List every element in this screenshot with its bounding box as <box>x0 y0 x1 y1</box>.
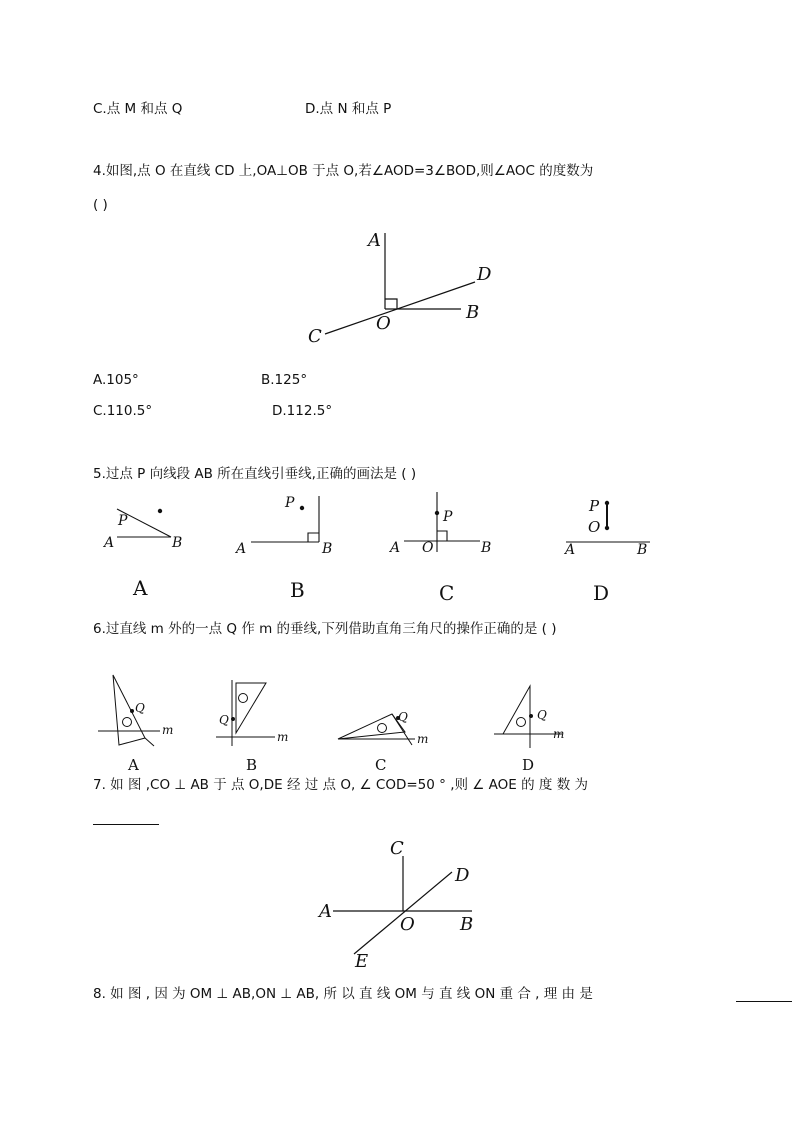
q3-option-c: C.点 M 和点 Q <box>93 101 183 117</box>
q6c-caption: C <box>375 756 387 774</box>
q4-option-c: C.110.5° <box>93 403 153 419</box>
q7-label-c: C <box>390 838 404 859</box>
q6a-label-q: Q <box>135 701 145 715</box>
q5c-label-o: O <box>422 540 434 556</box>
q6c-label-q: Q <box>398 710 408 724</box>
q5c-label-p: P <box>443 509 453 525</box>
q6b-label-q: Q <box>219 713 229 727</box>
q4-label-b: B <box>466 302 480 323</box>
q6a-caption: A <box>128 756 139 774</box>
q3-option-d: D.点 N 和点 P <box>305 101 392 117</box>
q5a-label-a: A <box>104 535 115 551</box>
q7-label-b: B <box>460 914 474 935</box>
q5a-label-p: P <box>118 513 128 529</box>
q4-label-o: O <box>376 313 391 334</box>
q7-label-d: D <box>455 865 470 886</box>
q5a-label-b: B <box>172 535 183 551</box>
q5b-label-a: A <box>236 541 247 557</box>
q8-answer-blank <box>736 1001 792 1002</box>
q6-stem: 6.过直线 m 外的一点 Q 作 m 的垂线,下列借助直角三角尺的操作正确的是 ( ) <box>93 621 557 637</box>
q5d-label-a: A <box>565 542 576 558</box>
q6b-caption: B <box>246 756 258 774</box>
q4-option-a: A.105° <box>93 372 139 388</box>
q5d-label-b: B <box>637 542 648 558</box>
q5c-label-b: B <box>481 540 492 556</box>
q5d-caption: D <box>593 581 610 605</box>
q4-label-c: C <box>308 326 322 347</box>
q4-label-d: D <box>477 264 492 285</box>
q6c-label-m: m <box>417 732 429 746</box>
q8-stem: 8. 如 图 , 因 为 OM ⊥ AB,ON ⊥ AB, 所 以 直 线 OM 与 直 线 ON 重 合 , 理 由 是 <box>93 986 593 1002</box>
q4-answer-paren: ( ) <box>93 197 108 213</box>
q5a-caption: A <box>133 576 148 600</box>
q5-stem: 5.过点 P 向线段 AB 所在直线引垂线,正确的画法是 ( ) <box>93 466 417 482</box>
q6d-caption: D <box>522 756 535 774</box>
q4-option-b: B.125° <box>261 372 308 388</box>
q7-label-o: O <box>400 914 415 935</box>
q6d-label-m: m <box>553 727 565 741</box>
q7-stem: 7. 如 图 ,CO ⊥ AB 于 点 O,DE 经 过 点 O, ∠ COD=50 ° ,则 ∠ AOE 的 度 数 为 <box>93 777 588 793</box>
q7-label-a: A <box>319 901 332 922</box>
q5c-caption: C <box>439 581 455 605</box>
q6b-label-m: m <box>277 730 289 744</box>
q5b-label-b: B <box>322 541 333 557</box>
q4-label-a: A <box>368 230 381 251</box>
q4-option-d: D.112.5° <box>272 403 333 419</box>
q5d-label-p: P <box>589 497 600 515</box>
q4-stem: 4.如图,点 O 在直线 CD 上,OA⊥OB 于点 O,若∠AOD=3∠BOD,则∠AOC 的度数为 <box>93 163 594 179</box>
q5b-caption: B <box>290 578 305 602</box>
q5b-label-p: P <box>285 495 295 511</box>
q5c-label-a: A <box>390 540 401 556</box>
q7-label-e: E <box>355 951 369 972</box>
q5d-label-o: O <box>588 518 601 536</box>
q6d-label-q: Q <box>537 708 547 722</box>
q6a-label-m: m <box>162 723 174 737</box>
